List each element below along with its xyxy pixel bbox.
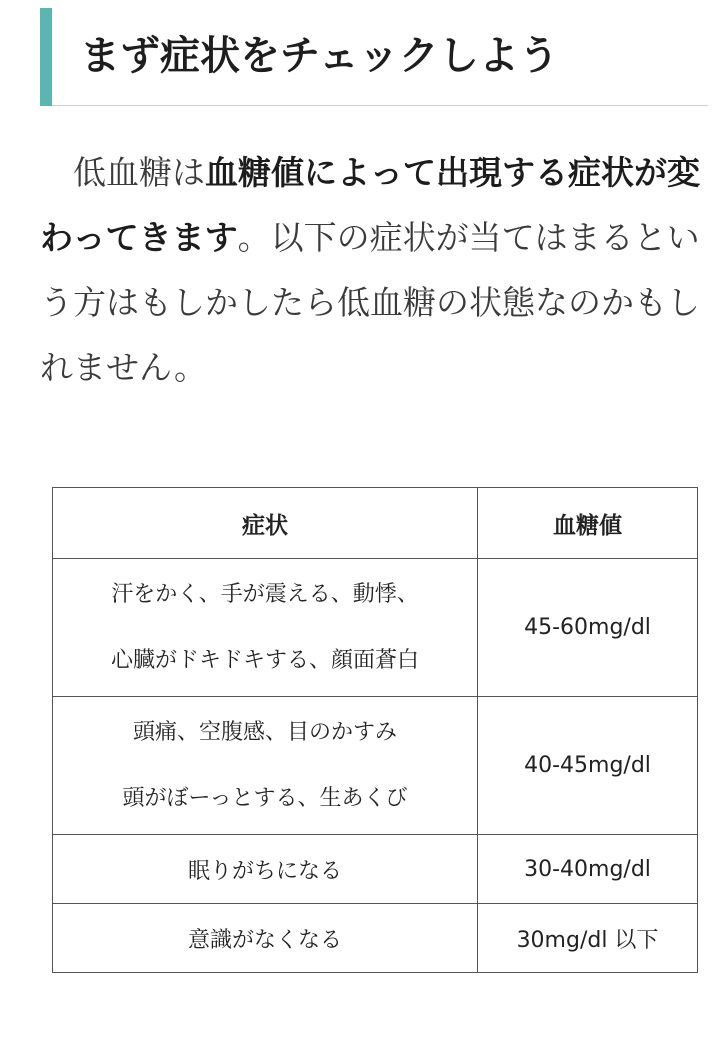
table-row (53, 835, 698, 904)
symptom-cell (53, 559, 478, 697)
intro-lead: 低血糖は (73, 153, 205, 192)
section-heading (40, 8, 708, 106)
table-header-row (53, 488, 698, 559)
symptom-cell (53, 904, 478, 973)
value-cell (478, 835, 698, 904)
blood-sugar-value: 40-45mg/dl (524, 753, 651, 778)
symptom-cell (53, 835, 478, 904)
header-symptoms: 症状 (53, 488, 478, 559)
symptom-line: 頭痛、空腹感、目のかすみ (132, 719, 397, 745)
table-row (53, 697, 698, 835)
table-row (53, 904, 698, 973)
table-row (53, 559, 698, 697)
value-cell (478, 904, 698, 973)
symptom-line: 眠りがちになる (187, 858, 342, 884)
symptom-line: 心臓がドキドキする、顔面蒼白 (110, 647, 419, 673)
blood-sugar-value: 30mg/dl 以下 (516, 927, 659, 953)
blood-sugar-value: 45-60mg/dl (524, 615, 651, 640)
heading-title: まず症状をチェックしよう (80, 33, 559, 79)
value-cell (478, 559, 698, 697)
symptom-table (52, 487, 698, 973)
value-cell (478, 697, 698, 835)
heading-accent-bar (40, 8, 52, 106)
intro-bold: 血糖値によって出現する症状が変わってきます (40, 153, 700, 257)
symptom-line: 意識がなくなる (187, 927, 342, 953)
intro-rest: 。以下の症状が当てはまるという方はもしかしたら低血糖の状態なのかもしれません。 (40, 218, 700, 387)
symptom-cell (53, 697, 478, 835)
symptom-line: 頭がぼーっとする、生あくび (122, 785, 408, 811)
symptom-line: 汗をかく、手が震える、動悸、 (111, 581, 419, 607)
header-blood-sugar: 血糖値 (478, 488, 698, 559)
blood-sugar-value: 30-40mg/dl (524, 856, 651, 882)
intro-paragraph (40, 140, 708, 400)
